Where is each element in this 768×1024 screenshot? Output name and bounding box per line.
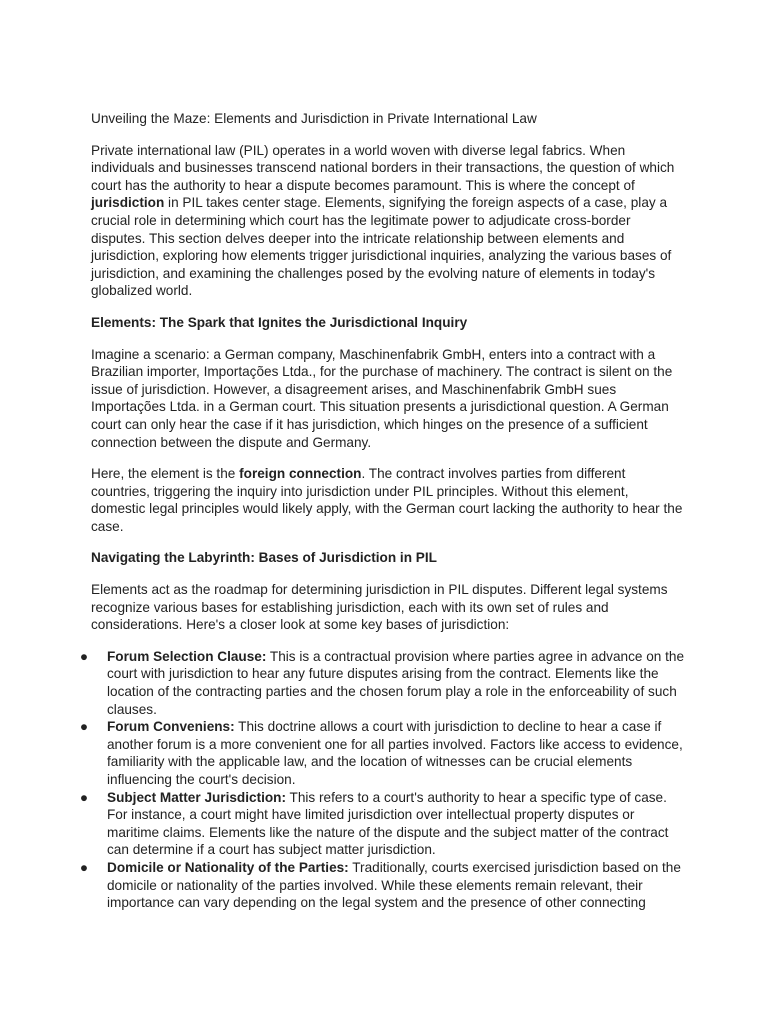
list-item-text: Traditionally, courts exercised jurisdiction based on the domicile or nationality of the parties involved. While these elements remain relevant, their importance can vary depending on the legal system and the presence of other connecting — [107, 859, 681, 911]
intro-text-2: in PIL takes center stage. Elements, signifying the foreign aspects of a case, play a crucial role in determining which court has the legitimate power to adjudicate cross-border disputes. This section delves deeper into the intricate relationship between elements and jurisdiction, exploring how elements trigger jurisdictional inquiries, analyzing the various bases of jurisdiction, and examining the challenges posed by the evolving nature of elements in today's globalized world. — [91, 195, 672, 299]
list-item-text: This is a contractual provision where parties agree in advance on the court with jurisdiction to hear any future disputes arising from the contract. Elements like the location of the contracting parties and the chosen forum play a role in the enforceability of such clauses. — [107, 648, 685, 717]
list-item-term: Forum Selection Clause: — [107, 648, 267, 664]
list-item-term: Domicile or Nationality of the Parties: — [107, 859, 349, 875]
list-item-term: Forum Conveniens: — [107, 719, 235, 735]
scenario-paragraph: Imagine a scenario: a German company, Maschinenfabrik GmbH, enters into a contract with a Brazilian importer, Importações Ltda., for the purchase of machinery. The contract is silent on the issue of jurisdiction. However, a disagreement arises, and Maschinenfabrik GmbH sues Importações Ltda. in a German court. This situation presents a jurisdictional question. A German court can only hear the case if it has jurisdiction, which hinges on the presence of a sufficient connection between the dispute and Germany. — [91, 346, 673, 450]
list-item — [79, 859, 686, 912]
intro-bold-term: jurisdiction — [91, 195, 165, 211]
document-body — [79, 110, 686, 912]
fc-text-2: . The contract involves parties from different countries, triggering the inquiry into jurisdiction under PIL principles. Without this element, domestic legal principles would likely apply, with the German court lacking the authority to hear the case. — [91, 466, 683, 534]
bullet-icon: ● — [79, 859, 89, 875]
list-item — [79, 648, 686, 718]
list-item — [79, 718, 686, 788]
intro-text-1: Private international law (PIL) operates in a world woven with diverse legal fabrics. When individuals and businesses transcend national borders in their transactions, the question of which court has the authority to hear a dispute becomes paramount. This is where the concept of — [91, 142, 675, 193]
section-heading-elements: Elements: The Spark that Ignites the Jurisdictional Inquiry — [91, 314, 468, 330]
list-item-term: Subject Matter Jurisdiction: — [107, 789, 287, 805]
document-title: Unveiling the Maze: Elements and Jurisdiction in Private International Law — [91, 111, 537, 126]
bullet-icon: ● — [79, 789, 89, 805]
list-item — [79, 789, 686, 859]
foreign-connection-paragraph — [91, 465, 686, 535]
bases-list — [79, 648, 686, 912]
bullet-icon: ● — [79, 648, 89, 664]
list-item-text: This refers to a court's authority to hear a specific type of case. For instance, a court might have limited jurisdiction over intellectual property disputes or maritime claims. Elements like the nature of the dispute and the subject matter of the contract can determine if a court has subject matter jurisdiction. — [107, 789, 669, 858]
list-item-text: This doctrine allows a court with jurisdiction to decline to hear a case if another forum is a more convenient one for all parties involved. Factors like access to evidence, familiarity with the applicable law, and the location of witnesses can be crucial elements influencing the court's decision. — [107, 719, 683, 787]
bullet-icon: ● — [79, 719, 89, 735]
intro-paragraph — [91, 142, 686, 300]
fc-bold-term: foreign connection — [239, 466, 362, 482]
fc-text-1: Here, the element is the — [91, 466, 240, 482]
bases-intro-paragraph: Elements act as the roadmap for determining jurisdiction in PIL disputes. Different legal systems recognize various bases for establishing jurisdiction, each with its own set of rules and considerations. Here's a closer look at some key bases of jurisdiction: — [91, 582, 668, 633]
section-heading-bases: Navigating the Labyrinth: Bases of Jurisdiction in PIL — [91, 550, 437, 566]
